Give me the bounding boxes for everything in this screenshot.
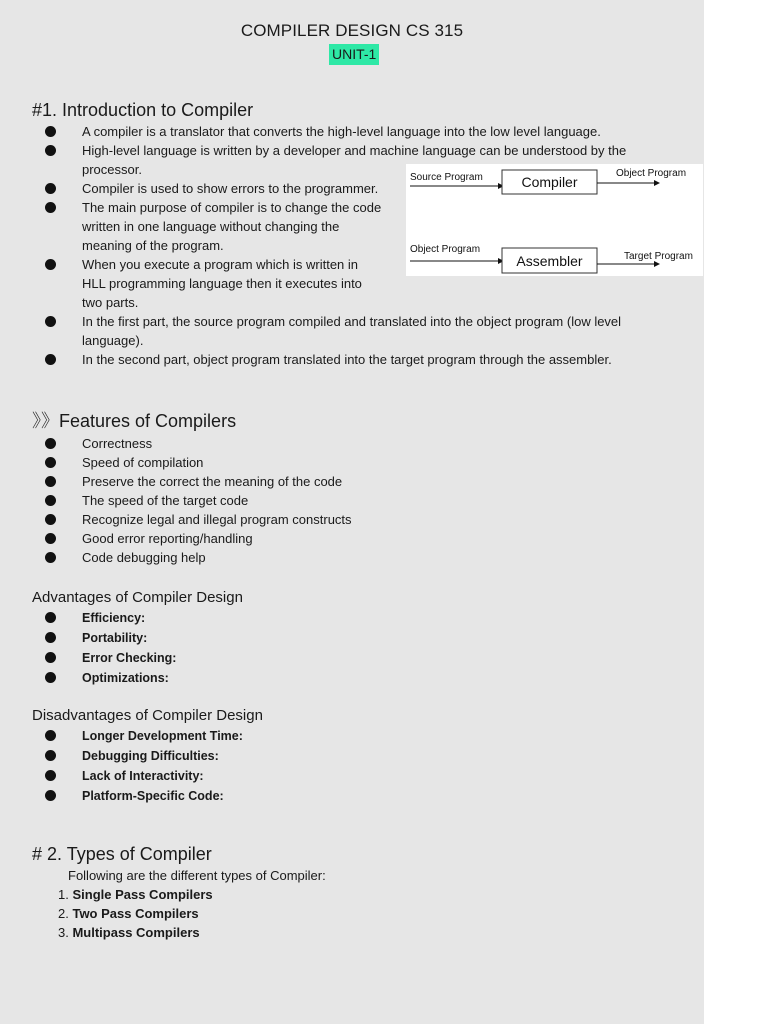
bullet-icon	[45, 672, 56, 683]
list-item: 2. Two Pass Compilers	[58, 906, 199, 921]
list-item: Compiler is used to show errors to the programmer.	[0, 179, 402, 198]
document-title: COMPILER DESIGN CS 315	[240, 21, 464, 40]
bullet-icon	[45, 770, 56, 781]
list-item: Efficiency:	[0, 608, 704, 628]
list-item: Optimizations:	[0, 668, 704, 688]
list-item: 3. Multipass Compilers	[58, 925, 200, 940]
list-item: Good error reporting/handling	[0, 529, 704, 548]
bullet-icon	[45, 790, 56, 801]
list-item: Speed of compilation	[0, 453, 704, 472]
bullet-icon	[45, 145, 56, 156]
list-item: Code debugging help	[0, 548, 704, 567]
bullet-icon	[45, 495, 56, 506]
list-item: When you execute a program which is written in HLL programming language then it executes into two parts.	[0, 255, 382, 312]
types-list	[0, 885, 213, 942]
bullet-icon	[45, 316, 56, 327]
bullet-icon	[45, 476, 56, 487]
features-list	[0, 434, 704, 567]
list-item: In the second part, object program translated into the target program through the assembler.	[0, 350, 672, 369]
bullet-icon	[45, 612, 56, 623]
arrow-head-icon	[654, 180, 660, 186]
list-item: Error Checking:	[0, 648, 704, 668]
bullet-icon	[45, 259, 56, 270]
compiler-diagram	[406, 164, 703, 276]
diagram-target-label: Target Program	[624, 251, 693, 262]
bullet-icon	[45, 652, 56, 663]
list-item: In the first part, the source program compiled and translated into the object program (low level language).	[0, 312, 672, 350]
bullet-icon	[45, 730, 56, 741]
list-item: Platform-Specific Code:	[0, 786, 704, 806]
bullet-icon	[45, 750, 56, 761]
compiler-box-label: Compiler	[521, 174, 578, 190]
diagram-source-label: Source Program	[410, 172, 483, 183]
bullet-icon	[45, 183, 56, 194]
bullet-icon	[45, 457, 56, 468]
list-item: 1. Single Pass Compilers	[58, 887, 213, 902]
types-heading: # 2. Types of Compiler	[32, 844, 212, 864]
list-item: The speed of the target code	[0, 491, 704, 510]
bullet-icon	[45, 514, 56, 525]
bullet-icon	[45, 533, 56, 544]
list-item: Debugging Difficulties:	[0, 746, 704, 766]
bullet-icon	[45, 552, 56, 563]
diagram-object-input-label: Object Program	[410, 244, 481, 255]
types-intro-text: Following are the different types of Compiler:	[68, 868, 326, 883]
bullet-icon	[45, 438, 56, 449]
assembler-box-label: Assembler	[516, 253, 583, 269]
list-item: High-level language is written by a developer and machine language can be understood by the processor.	[0, 141, 672, 179]
list-item: Longer Development Time:	[0, 726, 704, 746]
intro-heading: #1. Introduction to Compiler	[32, 100, 254, 120]
bullet-icon	[45, 632, 56, 643]
list-item: Preserve the correct the meaning of the code	[0, 472, 704, 491]
bullet-icon	[45, 126, 56, 137]
list-item: Lack of Interactivity:	[0, 766, 704, 786]
disadvantages-list	[0, 726, 704, 806]
diagram-object-label: Object Program	[616, 168, 687, 179]
list-item: Recognize legal and illegal program constructs	[0, 510, 704, 529]
features-heading: 》》Features of Compilers	[32, 411, 237, 431]
disadvantages-heading: Disadvantages of Compiler Design	[32, 707, 263, 724]
advantages-heading: Advantages of Compiler Design	[32, 589, 243, 606]
list-item: The main purpose of compiler is to change the code written in one language without changing the meaning of the program.	[0, 198, 392, 255]
advantages-list	[0, 608, 704, 688]
unit-highlight: UNIT-1	[329, 44, 379, 65]
list-item: Correctness	[0, 434, 704, 453]
list-item: Portability:	[0, 628, 704, 648]
bullet-icon	[45, 202, 56, 213]
bullet-icon	[45, 354, 56, 365]
list-item: A compiler is a translator that converts the high-level language into the low level language.	[0, 122, 672, 141]
